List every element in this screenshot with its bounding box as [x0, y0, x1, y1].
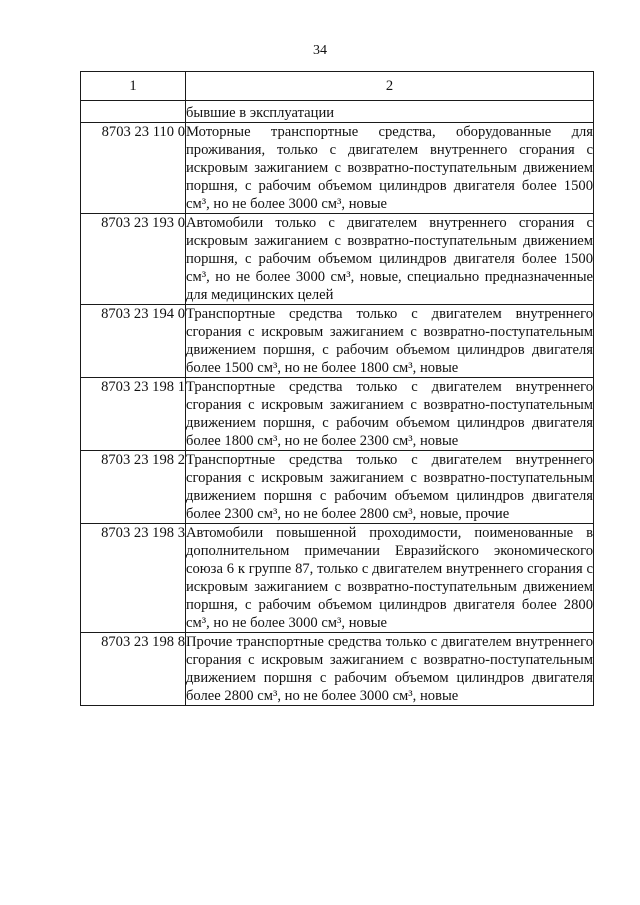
code-cell: 8703 23 194 0 [81, 305, 186, 378]
description-cell: Автомобили повышенной проходимости, поименованные в дополнительном примечании Евразийского экономического союза 6 к группе 87, только с двигателем внутреннего сгорания с искровым зажиганием с возвратно-поступательным движением поршня, с рабочим объемом цилиндров двигателя более 2800 см³, но не более 3000 см³, новые [186, 525, 593, 631]
continuation-row [81, 101, 594, 123]
table-row [81, 451, 594, 524]
description-cell: Моторные транспортные средства, оборудованные для проживания, только с двигателем внутреннего сгорания с искровым зажиганием с возвратно-поступательным движением поршня, с рабочим объемом цилиндров двигателя более 1500 см³, но не более 3000 см³, новые [186, 124, 593, 212]
code-cell: 8703 23 198 3 [81, 524, 186, 633]
description-cell: Транспортные средства только с двигателем внутреннего сгорания с искровым зажиганием с возвратно-поступательным движением поршня с рабочим объемом цилиндров двигателя более 2300 см³, но не более 2800 см³, новые, прочие [186, 452, 593, 522]
table-row [81, 123, 594, 214]
column-header-1: 1 [81, 72, 186, 101]
continuation-code-cell [81, 101, 186, 123]
table-header-row [81, 72, 594, 101]
description-cell: Транспортные средства только с двигателем внутреннего сгорания с искровым зажиганием с возвратно-поступательным движением поршня, с рабочим объемом цилиндров двигателя более 1800 см³, но не более 2300 см³, новые [186, 379, 593, 449]
description-cell: Прочие транспортные средства только с двигателем внутреннего сгорания с искровым зажиганием с возвратно-поступательным движением поршня с рабочим объемом цилиндров двигателя более 2800 см³, но не более 3000 см³, новые [186, 634, 593, 704]
code-cell: 8703 23 198 1 [81, 378, 186, 451]
description-cell: Автомобили только с двигателем внутреннего сгорания с искровым зажиганием с возвратно-поступательным движением поршня, с рабочим объемом цилиндров двигателя более 1500 см³, но не более 3000 см³, новые, специально предназначенные для медицинских целей [186, 215, 593, 303]
table-row [81, 378, 594, 451]
table-row [81, 633, 594, 706]
column-header-2: 2 [186, 72, 594, 101]
code-cell: 8703 23 198 8 [81, 633, 186, 706]
page-number: 34 [313, 43, 327, 58]
code-cell: 8703 23 193 0 [81, 214, 186, 305]
description-cell: Транспортные средства только с двигателем внутреннего сгорания с искровым зажиганием с возвратно-поступательным движением поршня, с рабочим объемом цилиндров двигателя более 1500 см³, но не более 1800 см³, новые [186, 306, 593, 376]
continuation-description: бывшие в эксплуатации [186, 101, 594, 123]
code-cell: 8703 23 198 2 [81, 451, 186, 524]
tnved-codes-table [80, 71, 594, 706]
table-row [81, 214, 594, 305]
table-row [81, 305, 594, 378]
table-row [81, 524, 594, 633]
code-cell: 8703 23 110 0 [81, 123, 186, 214]
